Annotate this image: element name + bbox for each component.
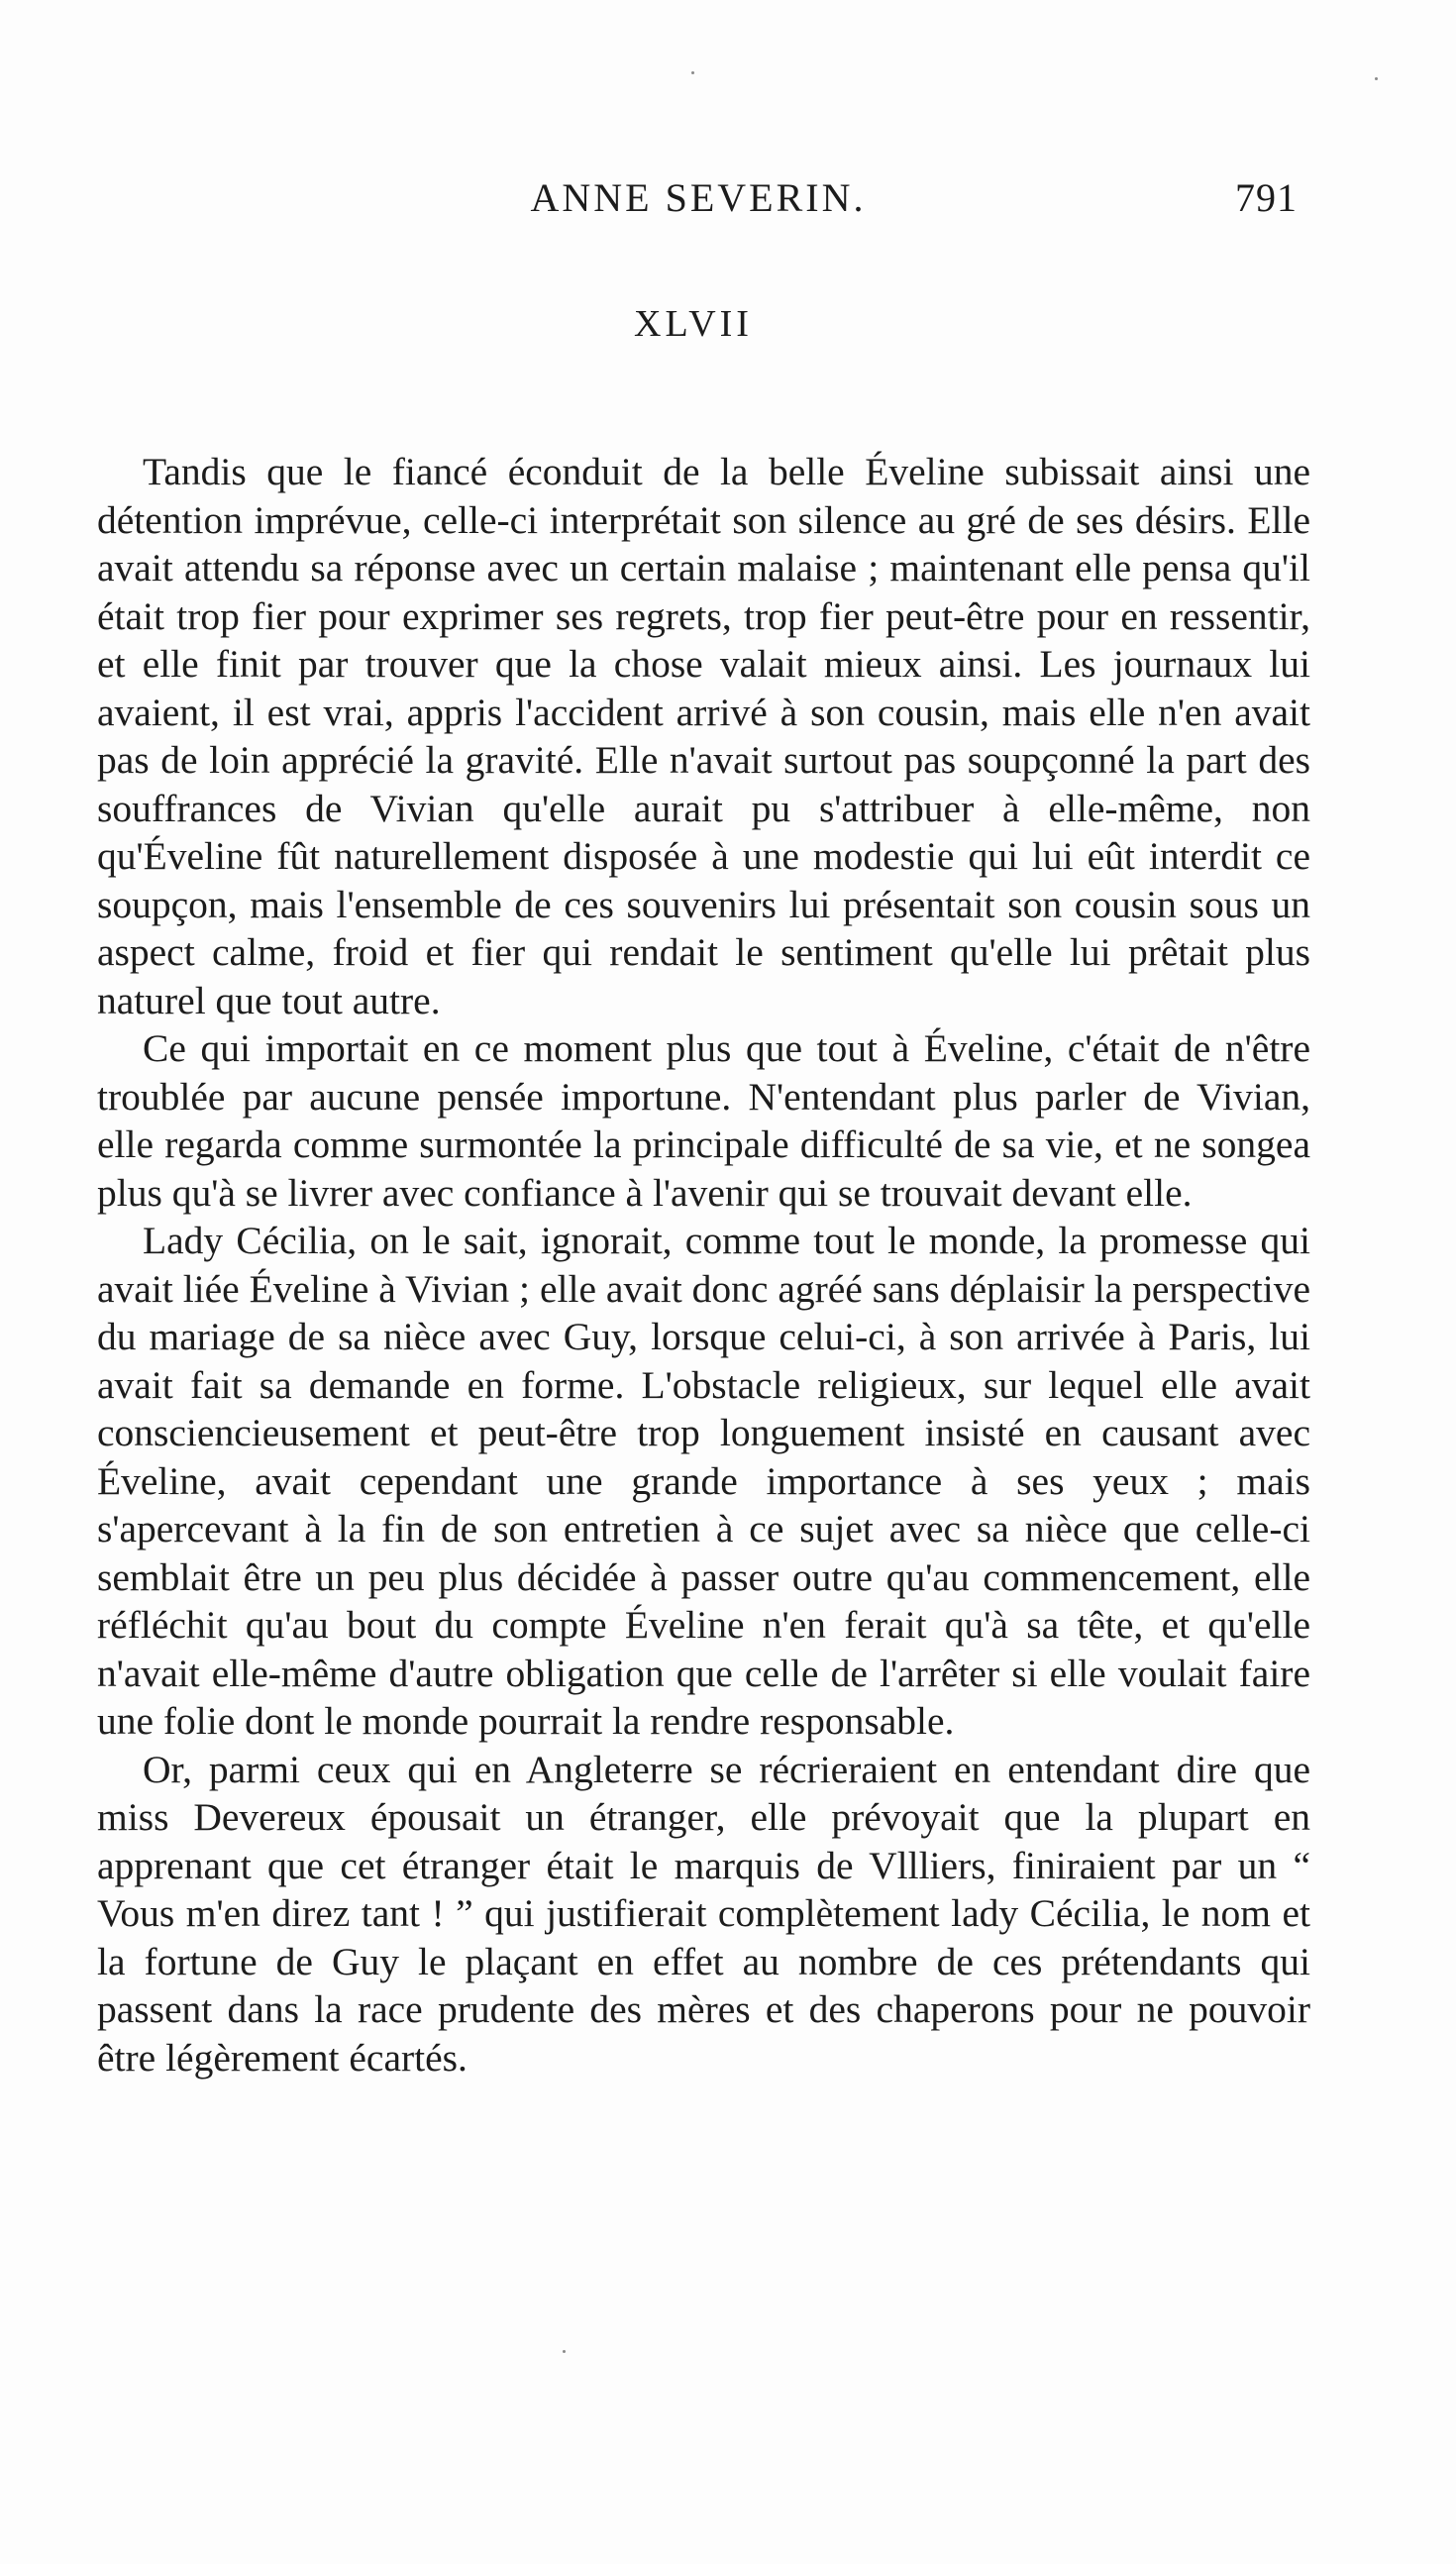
paper-speck xyxy=(563,2350,566,2353)
body-text xyxy=(97,448,1310,2082)
paragraph-3: Lady Cécilia, on le sait, ignorait, comme tout le monde, la promesse qui avait liée Éveline à Vivian ; elle avait donc agréé sans déplaisir la perspective du mariage de sa nièce avec Guy, lorsque celui-ci, à son arrivée à Paris, lui avait fait sa demande en forme. L'obstacle religieux, sur lequel elle avait consciencieusement et peut-être trop longuement insisté en causant avec Éveline, avait cependant une grande importance à ses yeux ; mais s'apercevant à la fin de son entretien à ce sujet avec sa nièce que celle-ci semblait être un peu plus décidée à passer outre qu'au commencement, elle réfléchit qu'au bout du compte Éveline n'en ferait qu'à sa tête, et qu'elle n'avait elle-même d'autre obligation que celle de l'arrêter si elle voulait faire une folie dont le monde pourrait la rendre responsable. xyxy=(97,1219,1310,1743)
paragraph-2: Ce qui importait en ce moment plus que tout à Éveline, c'était de n'être troublée par aucune pensée importune. N'entendant plus parler de Vivian, elle regarda comme surmontée la principale difficulté de sa vie, et ne songea plus qu'à se livrer avec confiance à l'avenir qui se trouvait devant elle. xyxy=(97,1026,1310,1215)
paragraph-4: Or, parmi ceux qui en Angleterre se récrieraient en entendant dire que miss Devereux épousait un étranger, elle prévoyait que la plupart en apprenant que cet étranger était le marquis de Vllliers, finiraient par un “ Vous m'en direz tant ! ” qui justifierait complètement lady Cécilia, le nom et la fortune de Guy le plaçant en effet au nombre de ces prétendants qui passent dans la race prudente des mères et des chaperons pour ne pouvoir être légèrement écartés. xyxy=(97,1747,1310,2080)
chapter-heading: XLVII xyxy=(634,303,753,345)
paragraph-1: Tandis que le fiancé éconduit de la belle Éveline subissait ainsi une détention imprévue, celle-ci interprétait son silence au gré de ses désirs. Elle avait attendu sa réponse avec un certain malaise ; maintenant elle pensa qu'il était trop fier pour exprimer ses regrets, trop fier peut-être pour en ressentir, et elle finit par trouver que la chose valait mieux ainsi. Les journaux lui avaient, il est vrai, appris l'accident arrivé à son cousin, mais elle n'en avait pas de loin apprécié la gravité. Elle n'avait surtout pas soupçonné la part des souffrances de Vivian qu'elle aurait pu s'attribuer à elle-même, non qu'Éveline fût naturellement disposée à une modestie qui lui eût interdit ce soupçon, mais l'ensemble de ces souvenirs lui présentait son cousin sous un aspect calme, froid et fier qui rendait le sentiment qu'elle lui prêtait plus naturel que tout autre. xyxy=(97,450,1310,1022)
paper-speck xyxy=(1375,77,1378,80)
paper-speck xyxy=(691,71,694,74)
running-header xyxy=(99,174,1298,224)
page-number: 791 xyxy=(1235,175,1298,220)
running-title: ANNE SEVERIN. xyxy=(530,175,867,220)
